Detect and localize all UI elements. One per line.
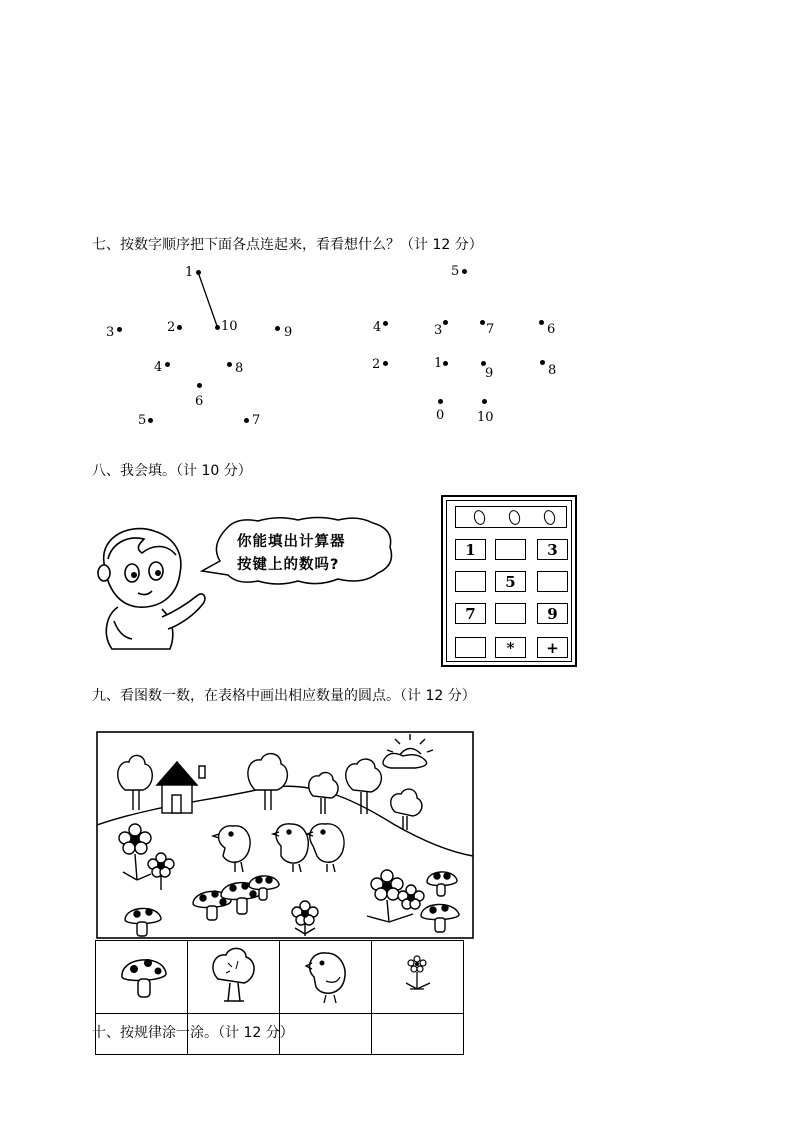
q8-title: 八、我会填。（计 10 分） [92,463,252,479]
puzzle-dot [215,325,220,330]
dot-label: 8 [235,361,244,376]
calculator [441,495,577,667]
mushroom-cell [96,941,188,1014]
dot-label: 2 [167,320,176,335]
mushroom-icon [96,941,187,1009]
boy-illustration [92,525,212,655]
dot-label: 3 [434,323,443,338]
puzzle-dot [438,399,443,404]
dot-label: 1 [434,356,443,371]
flower-cell [372,941,464,1014]
flower-icon [372,941,463,1009]
dot-label: 5 [451,264,460,279]
dot-label: 1 [185,265,194,280]
tree-icon [188,941,279,1009]
calc-key-multiply[interactable]: * [495,637,526,658]
calc-key-blank[interactable] [455,571,486,592]
dot-label: 7 [486,322,495,337]
puzzle-dot [540,360,545,365]
dot-label: 9 [284,325,293,340]
puzzle-dot [539,320,544,325]
puzzle-dot [480,320,485,325]
tree-cell [188,941,280,1014]
q7-title: 七、按数字顺序把下面各点连起来，看看想什么？（计 12 分） [92,237,483,253]
calc-key-blank[interactable] [537,571,568,592]
calc-key-blank[interactable] [495,539,526,560]
dot-label: 5 [138,413,147,428]
display-digit-icon [472,509,487,526]
calc-key[interactable]: 9 [537,603,568,624]
counting-scene-illustration [95,730,475,940]
dot-label: 10 [477,410,494,425]
puzzle-dot [197,383,202,388]
display-digit-icon [542,509,557,526]
puzzle-dot [148,418,153,423]
dot-label: 9 [485,366,494,381]
chick-icon [280,941,371,1009]
dot-label: 4 [154,360,163,375]
calc-key-blank[interactable] [495,603,526,624]
dot-label: 2 [372,357,381,372]
calc-key-blank[interactable] [455,637,486,658]
puzzle-dot [117,327,122,332]
calc-key[interactable]: 5 [495,571,526,592]
dot-label: 8 [548,363,557,378]
calc-key-plus[interactable]: + [537,637,568,658]
puzzle-dot [383,361,388,366]
dot-label: 0 [436,408,445,423]
calc-key[interactable]: 3 [537,539,568,560]
puzzle-dot [227,362,232,367]
puzzle-dot [462,269,467,274]
calc-key[interactable]: 1 [455,539,486,560]
puzzle-dot [482,399,487,404]
chick-cell [280,941,372,1014]
puzzle-dot [244,418,249,423]
puzzle-dot [443,320,448,325]
puzzle-dot [383,321,388,326]
display-digit-icon [507,509,522,526]
dot-label: 10 [221,319,238,334]
puzzle-dot [196,270,201,275]
dot-label: 6 [547,322,556,337]
puzzle-dot [443,361,448,366]
dot-label: 3 [106,325,115,340]
puzzle-dot [177,325,182,330]
bubble-line-2: 按键上的数吗? [237,557,340,573]
calc-key[interactable]: 7 [455,603,486,624]
dot-label: 4 [373,320,382,335]
dot-label: 7 [252,413,261,428]
dot-label: 6 [195,394,204,409]
q9-title: 九、看图数一数，在表格中画出相应数量的圆点。（计 12 分） [92,688,476,704]
answer-cell-flower[interactable] [372,1014,464,1055]
bubble-line-1: 你能填出计算器 [237,534,346,550]
q10-title: 十、按规律涂一涂。（计 12 分） [92,1025,294,1041]
puzzle-dot [275,326,280,331]
puzzle-dot [165,362,170,367]
calculator-display [455,506,567,528]
